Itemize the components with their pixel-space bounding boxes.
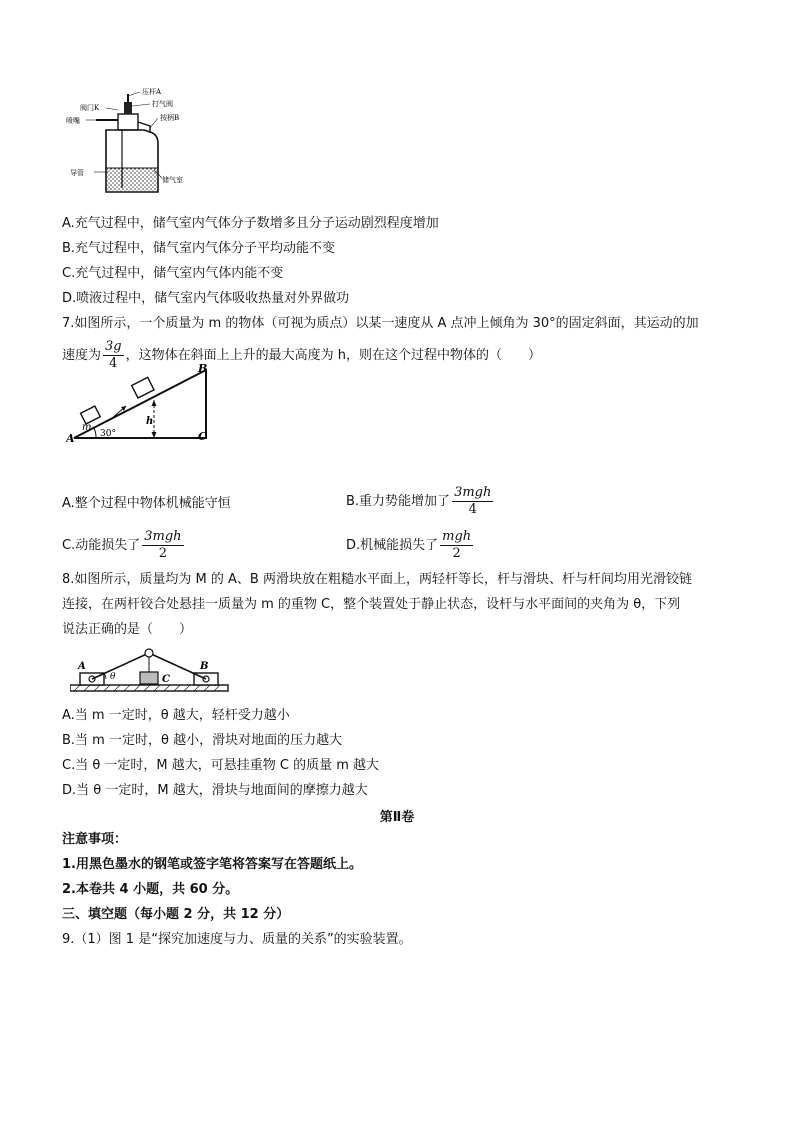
q7-option-b-fraction: $\frac{\text{3mgh}}{4}$ [454,485,492,517]
label-button: 按柄B [160,114,180,122]
q8-stem-line3: 说法正确的是（ ） [62,622,193,637]
q7-option-c-fraction: $\frac{\text{3mgh}}{2}$ [144,529,182,561]
fig8-label-b: B [200,661,209,672]
incline-figure [66,360,226,444]
q8-option-c: C.当 θ 一定时，M 越大，可悬挂重物 C 的质量 m 越大 [62,758,380,773]
q6-option-b: B.充气过程中，储气室内气体分子平均动能不变 [62,241,336,256]
q7-option-b: B.重力势能增加了 $\frac{\text{3mgh}}{4}$ [346,485,492,517]
fig7-label-h: h [146,416,154,427]
label-rod: 压杆A [142,88,162,96]
fig8-label-a: A [78,661,86,672]
fig8-label-c: C [162,674,170,685]
notice-item-1: 1.用黑色墨水的钢笔或签字笔将答案写在答题纸上。 [62,857,362,872]
q6-option-d: D.喷液过程中，储气室内气体吸收热量对外界做功 [62,291,350,306]
q7-stem-suffix: ，这物体在斜面上上升的最大高度为 h，则在这个过程中物体的（ ） [125,348,541,363]
q7-stem-prefix: 速度为 [62,348,102,363]
fig7-label-a: A [66,432,75,444]
fig7-label-b: B [198,362,208,375]
label-tube: 导管 [70,169,84,177]
q8-stem-line1: 8.如图所示，质量均为 M 的 A、B 两滑块放在粗糙水平面上，两轻杆等长，杆与滑块、杆与杆间均用光滑铰链 [62,572,692,587]
q6-option-c: C.充气过程中，储气室内气体内能不变 [62,266,284,281]
sliders-figure [70,645,230,695]
fig7-label-angle: 30° [100,429,116,439]
q7-option-c: C.动能损失了 $\frac{\text{3mgh}}{2}$ [62,529,182,561]
label-valve: 阀门K [80,104,100,112]
q7-option-a: A.整个过程中物体机械能守恒 [62,496,231,511]
q8-option-d: D.当 θ 一定时，M 越大，滑块与地面间的摩擦力越大 [62,783,368,798]
part2-title: 第Ⅱ卷 [379,810,415,825]
section-3-heading: 三、填空题（每小题 2 分，共 12 分） [62,907,290,922]
sprayer-figure [66,88,196,200]
notice-item-2: 2.本卷共 4 小题，共 60 分。 [62,882,239,897]
q7-accel-fraction: $\frac{3g}{4}$ [105,339,122,371]
fig7-label-m: m [82,422,92,433]
q8-option-b: B.当 m 一定时，θ 越小，滑块对地面的压力越大 [62,733,343,748]
label-nozzle: 喷嘴 [66,117,80,125]
q7-option-d-fraction: $\frac{\text{mgh}}{2}$ [442,529,472,561]
fig8-label-theta: θ [110,672,116,682]
fig7-label-c: C [198,430,207,443]
q9-stem: 9.（1）图 1 是“探究加速度与力、质量的关系”的实验装置。 [62,932,412,947]
label-pump-valve: 打气阀 [152,100,173,108]
q8-stem-line2: 连接，在两杆铰合处悬挂一质量为 m 的重物 C，整个装置处于静止状态，设杆与水平面间的夹角为 θ，下列 [62,597,681,612]
q6-option-a: A.充气过程中，储气室内气体分子数增多且分子运动剧烈程度增加 [62,216,439,231]
q7-stem-line1: 7.如图所示，一个质量为 m 的物体（可视为质点）以某一速度从 A 点冲上倾角为 30°的固定斜面，其运动的加 [62,316,699,331]
q8-option-a: A.当 m 一定时，θ 越大，轻杆受力越小 [62,708,290,723]
notice-title: 注意事项： [62,832,128,847]
q7-option-d: D.机械能损失了 $\frac{\text{mgh}}{2}$ [346,529,472,561]
label-chamber: 储气室 [162,176,183,184]
